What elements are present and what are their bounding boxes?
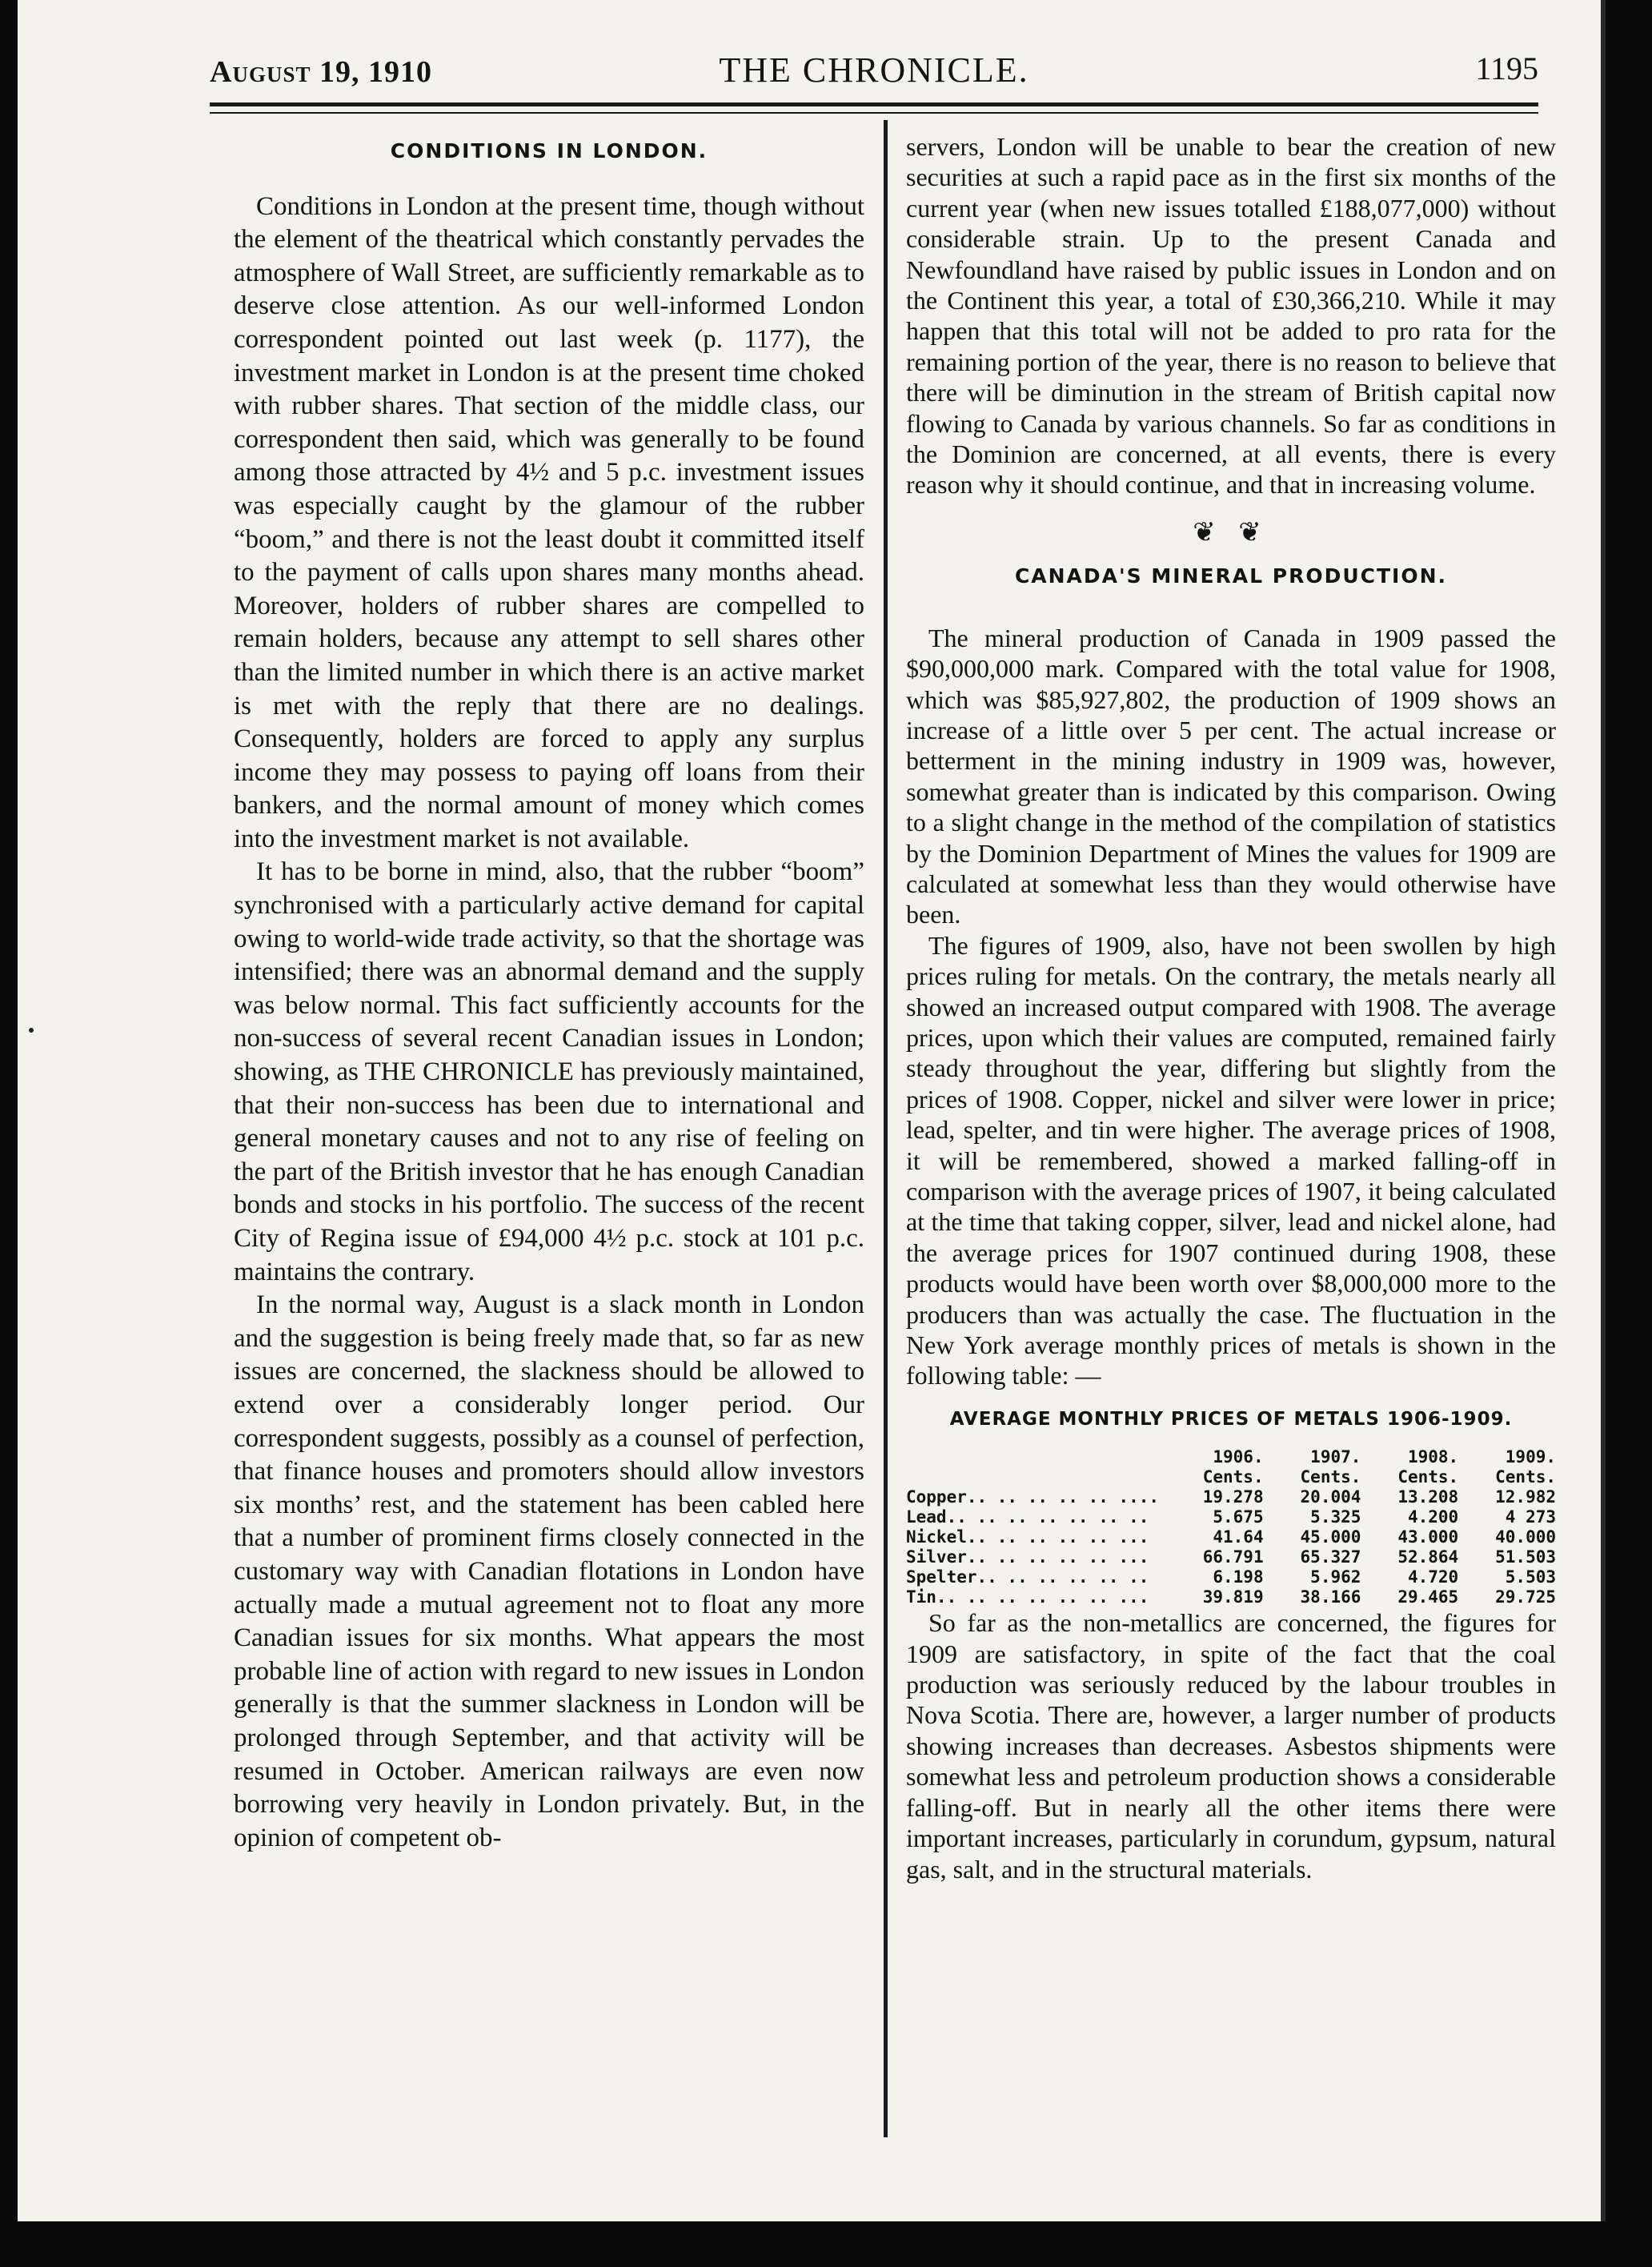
cell: 38.166 [1300, 1587, 1361, 1607]
cell: 29.465 [1397, 1587, 1459, 1607]
table-row [906, 1527, 1556, 1547]
paragraph: So far as the non-metallics are concerned, the figures for 1909 are satisfactory, in spite of the fact that the coal production was seriously reduced by the labour troubles in Nova Scotia. There are, however, a larger number of products showing increases than decreases. Asbestos shipments were somewhat less and petroleum production shows a considerable falling-off. But in nearly all the other items there were important increases, particularly in corundum, gypsum, natural gas, salt, and in the structural materials. [906, 1608, 1556, 1884]
paragraph: The mineral production of Canada in 1909 passed the $90,000,000 mark. Compared with the total value for 1908, which was $85,927,802, the production of 1909 shows an increase of a little over 5 per cent. The actual increase or betterment in the mining industry in 1909 was, however, somewhat greater than is indicated by this comparison. Owing to a slight change in the method of the compilation of statistics by the Dominion Department of Mines the values for 1909 are calculated at somewhat less than they would otherwise have been. [906, 623, 1556, 929]
right-column [906, 131, 1556, 1884]
cell: 5.503 [1505, 1567, 1556, 1587]
cell: 20.004 [1300, 1487, 1361, 1507]
column-unit: Cents. [1495, 1467, 1556, 1487]
table-header-units [906, 1467, 1556, 1487]
paragraph-continuation: servers, London will be unable to bear the creation of new securities at such a rapid pace as in the first six months of the current year (when new issues totalled £188,077,000) without considerable strain. Up to the present Canada and Newfoundland have raised by public issues in London and on the Continent this year, a total of £30,366,210. While it may happen that this total will not be added to pro rata for the remaining portion of the year, there is no reason to believe that there will be diminution in the stream of British capital now flowing to Canada by various channels. So far as conditions in the Dominion are concerned, at all events, there is every reason why it should continue, and that in increasing volume. [906, 132, 1556, 500]
cell: 43.000 [1397, 1527, 1459, 1547]
row-label: Nickel.. .. .. .. .. ... [906, 1527, 1149, 1547]
table-row [906, 1547, 1556, 1567]
table-header-years [906, 1447, 1556, 1467]
cell: 5.962 [1310, 1567, 1361, 1587]
row-label: Spelter.. .. .. .. .. .. [906, 1567, 1149, 1587]
cell: 4.720 [1407, 1567, 1459, 1587]
cell: 4 273 [1505, 1507, 1556, 1527]
header-title: THE CHRONICLE. [719, 50, 1029, 90]
column-header: 1909. [1505, 1447, 1556, 1467]
cell: 45.000 [1300, 1527, 1361, 1547]
column-header: 1907. [1310, 1447, 1361, 1467]
row-label: Lead.. .. .. .. .. .. .. [906, 1507, 1149, 1527]
column-unit: Cents. [1202, 1467, 1264, 1487]
cell: 6.198 [1213, 1567, 1264, 1587]
cell: 41.64 [1213, 1527, 1264, 1547]
cell: 12.982 [1495, 1487, 1556, 1507]
cell: 19.278 [1202, 1487, 1264, 1507]
header-rule-thick [210, 102, 1538, 106]
cell: 39.819 [1202, 1587, 1264, 1607]
cell: 4.200 [1407, 1507, 1459, 1527]
left-column [234, 134, 864, 1855]
row-label: Copper.. .. .. .. .. .... [906, 1487, 1160, 1507]
row-label: Silver.. .. .. .. .. ... [906, 1547, 1149, 1567]
cell: 5.325 [1310, 1507, 1361, 1527]
article-heading-london: CONDITIONS IN LONDON. [390, 139, 708, 163]
ornament-icon: ❦ ❦ [1193, 517, 1269, 548]
column-header: 1906. [1213, 1447, 1264, 1467]
cell: 5.675 [1213, 1507, 1264, 1527]
paragraph: Conditions in London at the present time, though without the element of the theatrical which constantly pervades the atmosphere of Wall Street, are sufficiently remarkable as to deserve close attention. As our well-informed London correspondent pointed out last week (p. 1177), the investment market in London is at the present time choked with rubber shares. That section of the middle class, our correspondent then said, which was generally to be found among those attracted by 4½ and 5 p.c. investment issues was especially caught by the glamour of the rubber “boom,” and there is not the least doubt it committed itself to the payment of calls upon shares many months ahead. Moreover, holders of rubber shares are compelled to remain holders, because any attempt to sell shares other than the limited number in which there is an active market is met with the reply that there are no dealings. Consequently, holders are forced to apply any surplus income they may possess to paying off loans from their bankers, and the normal amount of money which comes into the investment market is not available. [234, 191, 864, 853]
table-row [906, 1487, 1556, 1507]
column-header: 1908. [1407, 1447, 1459, 1467]
table-row [906, 1587, 1556, 1607]
table-row [906, 1567, 1556, 1587]
row-label: Tin.. .. .. .. .. .. ... [906, 1587, 1149, 1607]
paragraph: The figures of 1909, also, have not been swollen by high prices ruling for metals. On the contrary, the metals nearly all showed an increased output compared with 1908. The average prices, upon which their values are computed, remained fairly steady throughout the year, differing but slightly from the prices of 1908. Copper, nickel and silver were lower in price; lead, spelter, and tin were higher. The average prices of 1908, it will be remembered, showed a marked falling-off in comparison with the average prices of 1907, it being calculated at the time that taking copper, silver, lead and nickel alone, had the average prices for 1907 continued during 1908, these products would have been worth over $8,000,000 more to the producers than was actually the case. The fluctuation in the New York average monthly prices of metals is shown in the following table: — [906, 930, 1556, 1390]
cell: 13.208 [1397, 1487, 1459, 1507]
table-title: AVERAGE MONTHLY PRICES OF METALS 1906-1909. [949, 1408, 1513, 1430]
table-row [906, 1507, 1556, 1527]
article-heading-mineral: CANADA'S MINERAL PRODUCTION. [1014, 564, 1448, 588]
cell: 40.000 [1495, 1527, 1556, 1547]
newspaper-page [18, 0, 1606, 2221]
metals-price-table [906, 1447, 1556, 1607]
column-unit: Cents. [1397, 1467, 1459, 1487]
paragraph: It has to be borne in mind, also, that the rubber “boom” synchronised with a particularly active demand for capital owing to world-wide trade activity, so that the shortage was intensified; there was an abnormal demand and the supply was below normal. This fact sufficiently accounts for the non-success of several recent Canadian issues in London; showing, as THE CHRONICLE has previously maintained, that their non-success has been due to international and general monetary causes and not to any rise of feeling on the part of the British investor that he has enough Canadian bonds and stocks in his portfolio. The success of the recent City of Regina issue of £94,000 4½ p.c. stock at 101 p.c. maintains the contrary. [234, 857, 864, 1286]
page-header [210, 46, 1538, 102]
cell: 65.327 [1300, 1547, 1361, 1567]
header-page-number: 1195 [1475, 50, 1538, 86]
header-date: August 19, 1910 [210, 55, 432, 89]
cell: 51.503 [1495, 1547, 1556, 1567]
column-unit: Cents. [1300, 1467, 1361, 1487]
paragraph: In the normal way, August is a slack month in London and the suggestion is being freely made that, so far as new issues are concerned, the slackness should be allowed to extend over a considerably longer period. Our correspondent suggests, possibly as a counsel of perfection, that finance houses and promoters should allow investors six months’ rest, and the statement has been cabled here that a number of prominent firms closely connected in the customary way with Canadian flotations in London have actually made a mutual agreement not to float any more Canadian issues for six months. What appears the most probable line of action with regard to new issues in London generally is that the summer slackness in London will be prolonged through September, and that activity will be resumed in October. American railways are even now borrowing very heavily in London privately. But, in the opinion of competent ob- [234, 1290, 864, 1852]
cell: 66.791 [1202, 1547, 1264, 1567]
cell: 29.725 [1495, 1587, 1556, 1607]
margin-mark [29, 1028, 34, 1033]
cell: 52.864 [1397, 1547, 1459, 1567]
header-rule-thin [210, 112, 1538, 114]
column-divider [884, 120, 888, 2137]
